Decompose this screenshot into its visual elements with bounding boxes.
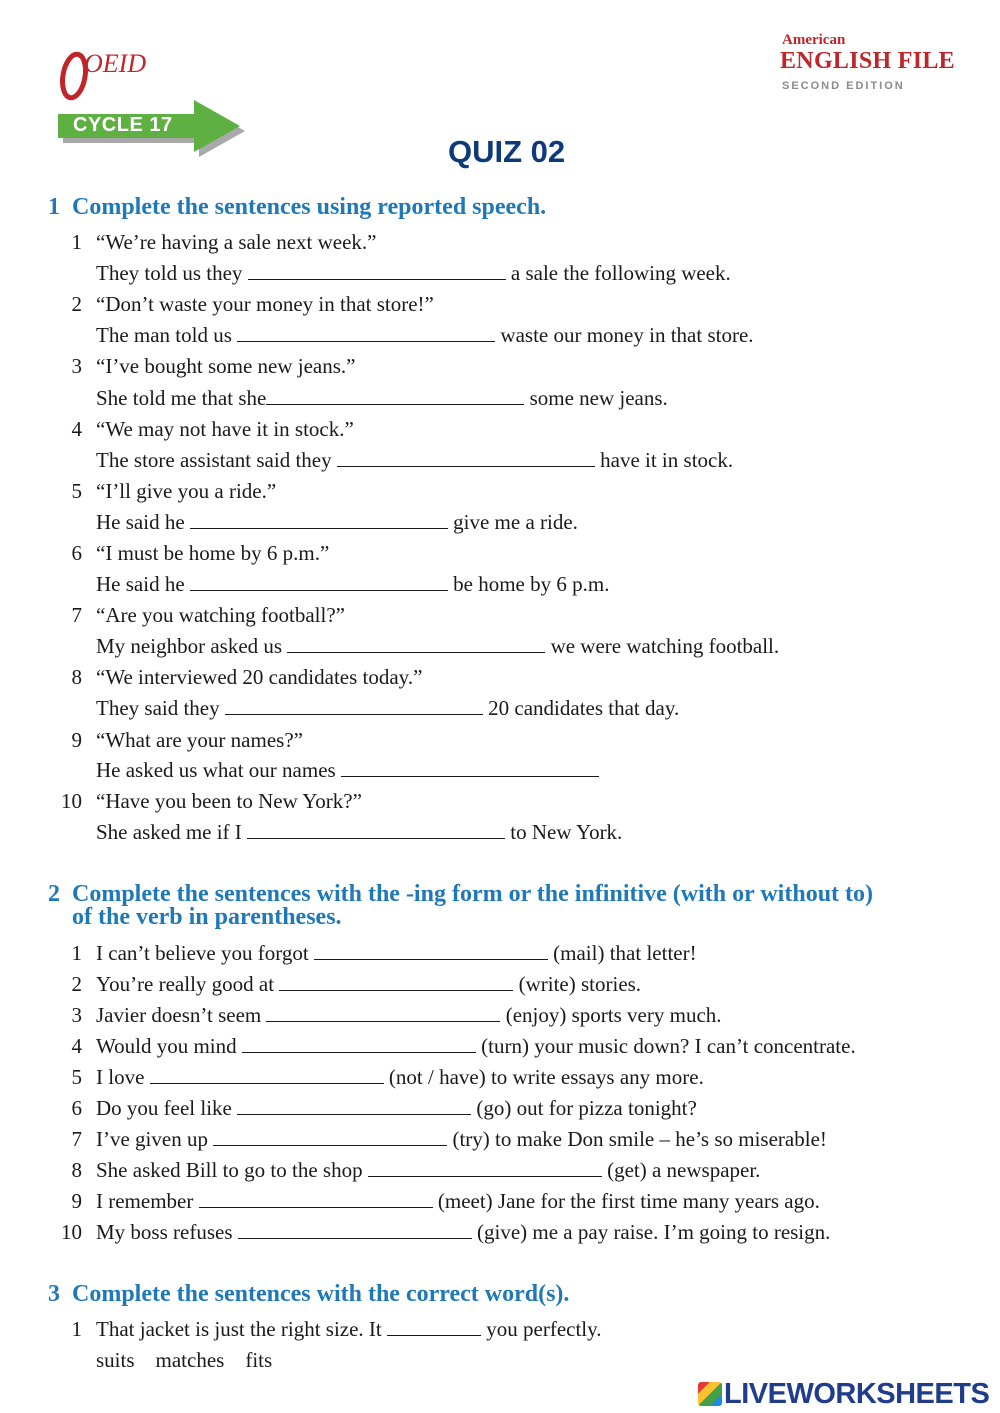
answer-after: 20 candidates that day. — [482, 696, 680, 720]
answer-blank[interactable] — [247, 821, 505, 839]
answer-before: My neighbor asked us — [96, 634, 288, 658]
answer-blank[interactable] — [287, 635, 545, 653]
question-answer-line — [96, 572, 609, 596]
question-quote: “We interviewed 20 candidates today.” — [96, 665, 423, 689]
answer-blank[interactable] — [225, 697, 483, 715]
question-answer-line — [96, 386, 668, 410]
word-option[interactable]: matches — [155, 1348, 225, 1372]
question-number: 5 — [71, 479, 82, 503]
answer-before: I’ve given up — [96, 1127, 214, 1151]
answer-before: Javier doesn’t seem — [96, 1003, 267, 1027]
oeid-logo-text: OEID — [84, 49, 147, 78]
answer-after: (meet) Jane for the first time many years ago. — [432, 1189, 820, 1213]
answer-before: He said he — [96, 572, 190, 596]
oeid-logo — [58, 44, 148, 104]
answer-blank[interactable] — [238, 1221, 472, 1239]
brand-edition: SECOND EDITION — [782, 80, 905, 92]
answer-after: (not / have) to write essays any more. — [383, 1065, 704, 1089]
question-answer-line — [96, 820, 622, 844]
question-number: 3 — [71, 354, 82, 378]
question-number: 10 — [61, 789, 82, 813]
answer-blank[interactable] — [248, 262, 506, 280]
answer-before: She asked Bill to go to the shop — [96, 1158, 368, 1182]
question-line — [96, 1158, 760, 1182]
answer-after: (go) out for pizza tonight? — [471, 1096, 697, 1120]
question-quote: “I’ll give you a ride.” — [96, 479, 277, 503]
question-number: 3 — [71, 1003, 82, 1027]
answer-blank[interactable] — [337, 449, 595, 467]
answer-before: You’re really good at — [96, 972, 280, 996]
question-quote: “I’ve bought some new jeans.” — [96, 354, 356, 378]
brand-american: American — [782, 32, 846, 48]
answer-blank[interactable] — [190, 573, 448, 591]
question-answer-line — [96, 261, 731, 285]
answer-after: to New York. — [505, 820, 623, 844]
word-options — [96, 1348, 272, 1372]
answer-after: a sale the following week. — [505, 261, 731, 285]
answer-before: They said they — [96, 696, 225, 720]
question-number: 10 — [61, 1220, 82, 1244]
answer-blank[interactable] — [150, 1066, 384, 1084]
question-answer-line — [96, 323, 754, 347]
question-answer-line — [96, 448, 733, 472]
answer-before: That jacket is just the right size. It — [96, 1317, 388, 1341]
section1-title: Complete the sentences using reported speech. — [72, 194, 547, 220]
answer-blank[interactable] — [190, 511, 448, 529]
question-answer-line — [96, 696, 679, 720]
answer-before: I can’t believe you forgot — [96, 941, 314, 965]
question-quote: “Don’t waste your money in that store!” — [96, 292, 434, 316]
question-quote: “We’re having a sale next week.” — [96, 230, 377, 254]
question-number: 5 — [71, 1065, 82, 1089]
answer-after: (enjoy) sports very much. — [500, 1003, 722, 1027]
answer-blank[interactable] — [368, 1159, 602, 1177]
answer-before: My boss refuses — [96, 1220, 238, 1244]
answer-before: The man told us — [96, 323, 238, 347]
question-quote: “Are you watching football?” — [96, 603, 345, 627]
question-line — [96, 1096, 697, 1120]
answer-before: I remember — [96, 1189, 199, 1213]
answer-after: you perfectly. — [481, 1317, 602, 1341]
section2-title — [72, 883, 873, 929]
question-line — [96, 1220, 830, 1244]
answer-blank[interactable] — [279, 973, 513, 991]
answer-after: (turn) your music down? I can’t concentrate. — [475, 1034, 856, 1058]
answer-blank[interactable] — [266, 387, 524, 405]
question-number: 7 — [71, 1127, 82, 1151]
answer-after: be home by 6 p.m. — [447, 572, 610, 596]
answer-before: I love — [96, 1065, 150, 1089]
question-number: 9 — [71, 728, 82, 752]
question-line — [96, 1065, 704, 1089]
word-option[interactable]: suits — [96, 1348, 135, 1372]
question-number: 2 — [71, 972, 82, 996]
answer-before: The store assistant said they — [96, 448, 337, 472]
question-line — [96, 972, 641, 996]
answer-blank[interactable] — [387, 1318, 481, 1336]
answer-after: (mail) that letter! — [547, 941, 697, 965]
liveworksheets-logo-icon — [698, 1382, 722, 1406]
question-number: 1 — [71, 230, 82, 254]
question-line — [96, 1127, 827, 1151]
answer-after: we were watching football. — [545, 634, 780, 658]
answer-after: (give) me a pay raise. I’m going to resign. — [471, 1220, 831, 1244]
answer-after: have it in stock. — [594, 448, 734, 472]
question-answer-line — [96, 510, 578, 534]
question-answer-line — [96, 634, 779, 658]
question-number: 4 — [71, 417, 82, 441]
answer-before: They told us they — [96, 261, 248, 285]
question-number: 6 — [71, 541, 82, 565]
answer-before: She told me that she — [96, 386, 267, 410]
question-line — [96, 941, 697, 965]
question-number: 8 — [71, 1158, 82, 1182]
question-quote: “Have you been to New York?” — [96, 789, 362, 813]
answer-after: give me a ride. — [447, 510, 578, 534]
answer-blank[interactable] — [314, 942, 548, 960]
answer-before: He asked us what our names — [96, 758, 341, 782]
answer-blank[interactable] — [199, 1190, 433, 1208]
answer-blank[interactable] — [242, 1035, 476, 1053]
question-answer-line — [96, 758, 599, 782]
question-number: 4 — [71, 1034, 82, 1058]
answer-after: waste our money in that store. — [495, 323, 754, 347]
question-line — [96, 1317, 602, 1341]
quiz-title: QUIZ 02 — [448, 134, 566, 169]
question-quote: “We may not have it in stock.” — [96, 417, 354, 441]
question-quote: “I must be home by 6 p.m.” — [96, 541, 330, 565]
question-line — [96, 1034, 856, 1058]
liveworksheets-brand — [698, 1378, 989, 1411]
section2-heading — [48, 883, 873, 929]
section3-title: Complete the sentences with the correct word(s). — [72, 1281, 570, 1307]
question-line — [96, 1189, 820, 1213]
question-number: 9 — [71, 1189, 82, 1213]
question-number: 7 — [71, 603, 82, 627]
section1-number: 1 — [48, 194, 60, 220]
question-number: 1 — [71, 941, 82, 965]
section1-heading — [48, 196, 546, 219]
question-number: 2 — [71, 292, 82, 316]
section2-title-line1: Complete the sentences with the -ing form or the infinitive (with or without to) — [72, 881, 874, 907]
answer-blank[interactable] — [213, 1128, 447, 1146]
answer-blank[interactable] — [237, 324, 495, 342]
question-number: 6 — [71, 1096, 82, 1120]
answer-blank[interactable] — [266, 1004, 500, 1022]
word-option[interactable]: fits — [245, 1348, 273, 1372]
answer-before: Do you feel like — [96, 1096, 238, 1120]
answer-blank[interactable] — [341, 759, 599, 777]
answer-after: (write) stories. — [513, 972, 642, 996]
question-quote: “What are your names?” — [96, 728, 303, 752]
brand-title: ENGLISH FILE — [780, 48, 955, 74]
section3-number: 3 — [48, 1281, 60, 1307]
answer-before: He said he — [96, 510, 190, 534]
answer-before: Would you mind — [96, 1034, 242, 1058]
section3-heading — [48, 1283, 569, 1306]
answer-after: (try) to make Don smile – he’s so miserable! — [447, 1127, 827, 1151]
answer-after: (get) a newspaper. — [601, 1158, 761, 1182]
question-number: 8 — [71, 665, 82, 689]
section2-title-line2: of the verb in parentheses. — [72, 904, 342, 930]
question-line — [96, 1003, 722, 1027]
cycle-label: CYCLE 17 — [73, 114, 173, 136]
answer-blank[interactable] — [237, 1097, 471, 1115]
section2-number: 2 — [48, 881, 60, 907]
question-number: 1 — [71, 1317, 82, 1341]
answer-before: She asked me if I — [96, 820, 248, 844]
liveworksheets-text: LIVEWORKSHEETS — [724, 1378, 990, 1410]
answer-after: some new jeans. — [524, 386, 668, 410]
